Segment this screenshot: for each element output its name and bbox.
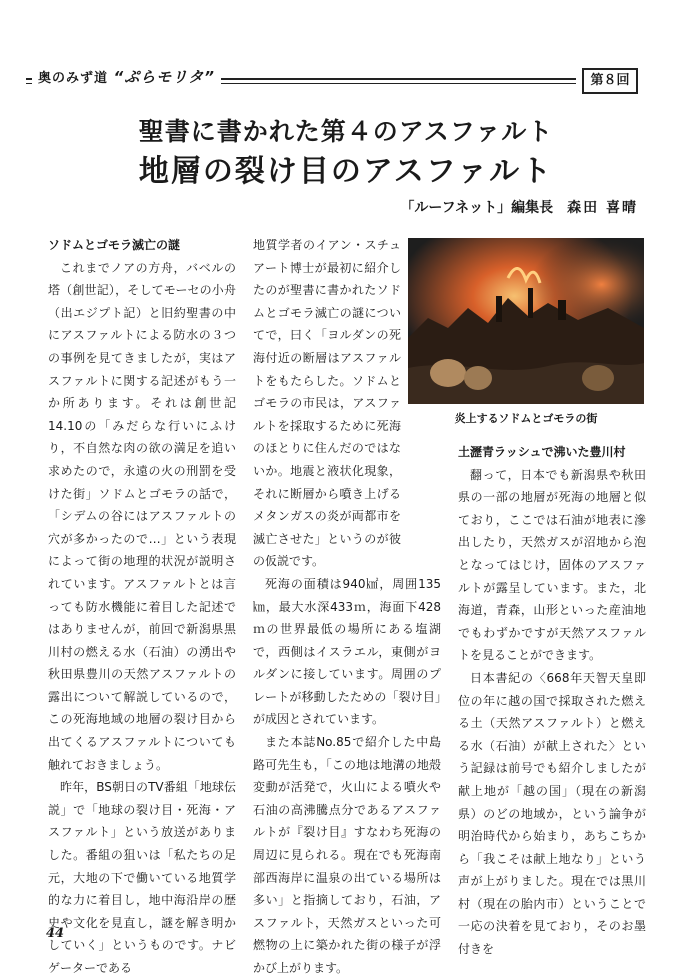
paragraph: 翻って，日本でも新潟県や秋田県の一部の地層が死海の地層と似ており，ここでは石油が地表に滲出したり，天然ガスが沼地から泡となってはじけ，固体のアスファルトが露呈しています。また，北海道，青森，山形といった産油地でもわずかですが天然アスファルトを見ることができます。 [458, 467, 646, 663]
column-3 [458, 441, 646, 961]
paragraph: また本誌No.85で紹介した中島路可先生も，「この地は地溝の地殻変動が活発で，火山による噴火や石油の高沸騰点分であるアスファルトが『裂け目』すなわち死海の周辺に見られる。現在でも死海南部西海岸に温泉の出ている場所は多い」と指摘しており，石油，アスファルト，天然ガスといった可燃物の上に築かれた街の様子が浮かび上がります。 [253, 735, 441, 975]
article-subtitle: 地層の裂け目のアスファルト [138, 154, 554, 189]
author-name: 森田 喜晴 [567, 200, 638, 216]
paragraph: これまでノアの方舟，バベルの塔（創世記），そしてモーセの小舟（出エジプト記）と旧約聖書の中にアスファルトによる防水の３つの事例を見てきましたが，実はアスファルトに関する記述がもう一か所あります。それは創世記14.10の「みだらな行いにふけり，不自然な肉の欲の満足を追い求めたので，永遠の火の刑罰を受けた街」ソドムとゴモラの話で，「シデムの谷にはアスファルトの穴が多かったので…」という表現によって街の地理的状況が説明されています。アスファルトとは言っても防水機能に着目した記述ではありませんが，前回で新潟県黒川村の燃える水（石油）の湧出や秋田県豊川の天然アスファルトの露出について解説しているので，この死海地域の地層の裂け目から出てくるアスファルトについても触れておきましょう。 [48, 260, 236, 772]
series-header [26, 62, 638, 98]
section-heading: ソドムとゴモラ滅亡の謎 [48, 238, 181, 252]
author-affiliation: 「ルーフネット」編集長 [400, 200, 554, 216]
figure-caption: 炎上するソドムとゴモラの街 [454, 412, 598, 425]
author-byline [400, 197, 638, 217]
column-1 [48, 234, 236, 980]
series-prefix: 奥のみず道 [38, 71, 109, 86]
section-heading: 土瀝青ラッシュで沸いた豊川村 [458, 445, 626, 459]
sodom-gomorrah-painting [408, 238, 644, 404]
paragraph: 死海の面積は940㎢，周囲135㎞，最大水深433ｍ，海面下428ｍの世界最低の場所にある塩湖で，西側はイスラエル，東側がヨルダンに接しています。周囲のプレートが移動したための「裂け目」が成因とされています。 [253, 576, 441, 727]
series-name: “ぷらモリタ” [113, 68, 215, 86]
issue-badge: 第８回 [582, 68, 638, 94]
paragraph: 昨年，BS朝日のTV番組「地球伝説」で「地球の裂け目・死海・アスファルト」という放送がありました。番組の狙いは「私たちの足元，大地の下で働いている地質学的な力に着目し，地中海沿岸の歴史や文化を見直し，謎を解き明かしていく」というものです。ナビゲーターである [48, 780, 236, 975]
paragraph: 地質学者のイアン・スチュアート博士が最初に紹介したのが聖書に書かれたソドムとゴモラ滅亡の謎についてで，曰く「ヨルダンの死海付近の断層はアスファルトをもたらした。ソドムとゴモラの市民は，アスファルトを採取するために死海のほとりに住んだのではないか。地震と液状化現象，それに断層から噴き上げるメタンガスの炎が両都市を滅亡させた」というのが彼の仮説です。 [253, 238, 401, 569]
paragraph: 日本書紀の〈668年天智天皇即位の年に越の国で採取された燃える土（天然アスファルト）と燃える水（石油）が献上された〉という記録は前号でも紹介しましたが献上地が「越の国」（現在の新潟県）のどの地域か，という論争が明治時代から始まり，あちこちから「我こそは献上地なり」という声が上がりました。現在では黒川村（現在の胎内市）ということで一応の決着を見ており，そのお墨付きを [458, 670, 646, 957]
article-title: 聖書に書かれた第４のアスファルト [138, 117, 554, 146]
painting-illustration [408, 238, 644, 404]
page-number: 44 [46, 926, 65, 941]
series-title [32, 66, 221, 87]
